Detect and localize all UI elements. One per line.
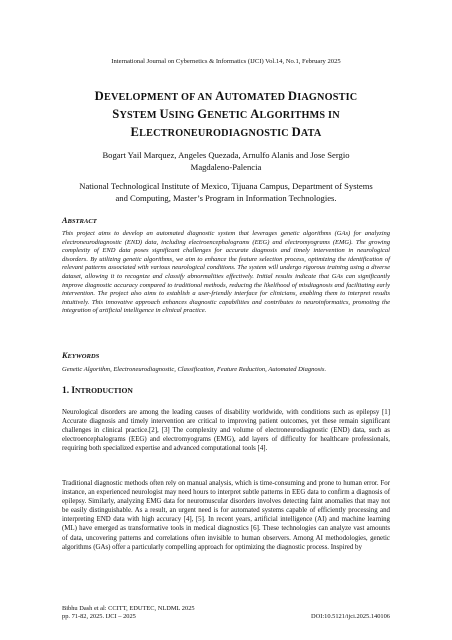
affiliation-line-2: and Computing, Master’s Program in Information Technologies. (115, 192, 337, 203)
footer-doi: DOI:10.5121/ijci.2025.140106 (311, 613, 390, 620)
title-line-1: DEVELOPMENT OF AN AUTOMATED DIAGNOSTIC (94, 89, 358, 103)
title-line-2: SYSTEM USING GENETIC ALGORITHMS IN (112, 107, 340, 121)
keywords-heading: KEYWORDS (62, 351, 100, 360)
authors-line-2: Magdaleno-Palencia (190, 161, 262, 172)
introduction-heading: 1. INTRODUCTION (62, 386, 133, 396)
journal-header: International Journal on Cybernetics & Informatics (IJCI) Vol.14, No.1, February 2025 (111, 58, 341, 65)
footer-editors: Bibhu Dash et al: CCITT, EDUTEC, NLDML 2025 (62, 605, 195, 612)
keywords-text: Genetic Algorithm, Electroneurodiagnostic, Classification, Feature Reduction, Automated Diagnosis. (62, 366, 327, 373)
abstract-text: This project aims to develop an automated diagnostic system that leverages genetic algorithms (GAs) for analyzing electroneurodiagnostic (END) data, including electroencephalograms (EEG) and electromyograms (EMG). The growing complexity of END data poses significant challenges for accurate diagnosis and timely intervention in neurological disorders. By utilizing genetic algorithms, we aim to enhance the feature selection process, optimizing the identification of relevant patterns associated with various neurological conditions. The system will undergo rigorous training using a diverse dataset, allowing it to recognize and classify abnormalities effectively. Initial results indicate that GAs can significantly improve diagnostic accuracy compared to traditional methods, reducing the likelihood of misdiagnosis and facilitating early intervention. The project also aims to establish a user-friendly interface for clinicians, enabling them to interpret results intuitively. This innovative approach enhances diagnostic capabilities and contributes to neuroinformatics, promoting the integration of artificial intelligence in clinical practice. (62, 230, 390, 315)
footer-citation (62, 605, 195, 622)
affiliation (50, 181, 402, 204)
authors-line-1: Bogart Yail Marquez, Angeles Quezada, Arnulfo Alanis and Jose Sergio (102, 150, 350, 160)
intro-paragraph-1: Neurological disorders are among the leading causes of disability worldwide, with conditions such as epilepsy [1] Accurate diagnosis and timely intervention are critical to improving patient outcomes, yet these remain significant challenges in clinical practice.[2], [3] The complexity and volume of electroneurodiagnostic (END) data, such as electroencephalograms (EEG) and electromyograms (EMG), add layers of difficulty for healthcare professionals, requiring both specialized expertise and advanced computational tools [4]. (62, 409, 390, 453)
footer-pages: pp. 71-82, 2025. IJCI – 2025 (62, 613, 136, 621)
author-list (60, 150, 392, 173)
abstract-heading: ABSTRACT (62, 216, 97, 225)
title-line-3: ELECTRONEURODIAGNOSTIC DATA (130, 125, 322, 139)
affiliation-line-1: National Technological Institute of Mexico, Tijuana Campus, Department of Systems (79, 181, 373, 191)
paper-title (40, 88, 412, 142)
intro-paragraph-2: Traditional diagnostic methods often rely on manual analysis, which is time-consuming and prone to human error. For instance, an experienced neurologist may need hours to interpret subtle patterns in EEG data to confirm a diagnosis of epilepsy. Similarly, analyzing EMG data for neuromuscular disorders involves detecting faint anomalies that may not be easily distinguishable. As a result, an urgent need is for automated systems capable of efficiently processing and interpreting END data with high accuracy [4], [5]. In recent years, artificial intelligence (AI) and machine learning (ML) have emerged as transformative tools in medical diagnostics [6]. These technologies can analyze vast amounts of data, uncovering patterns and correlations often invisible to human observers. Among AI methodologies, genetic algorithms (GAs) offer a particularly compelling approach for optimizing the diagnostic process. Inspired by (62, 480, 390, 551)
